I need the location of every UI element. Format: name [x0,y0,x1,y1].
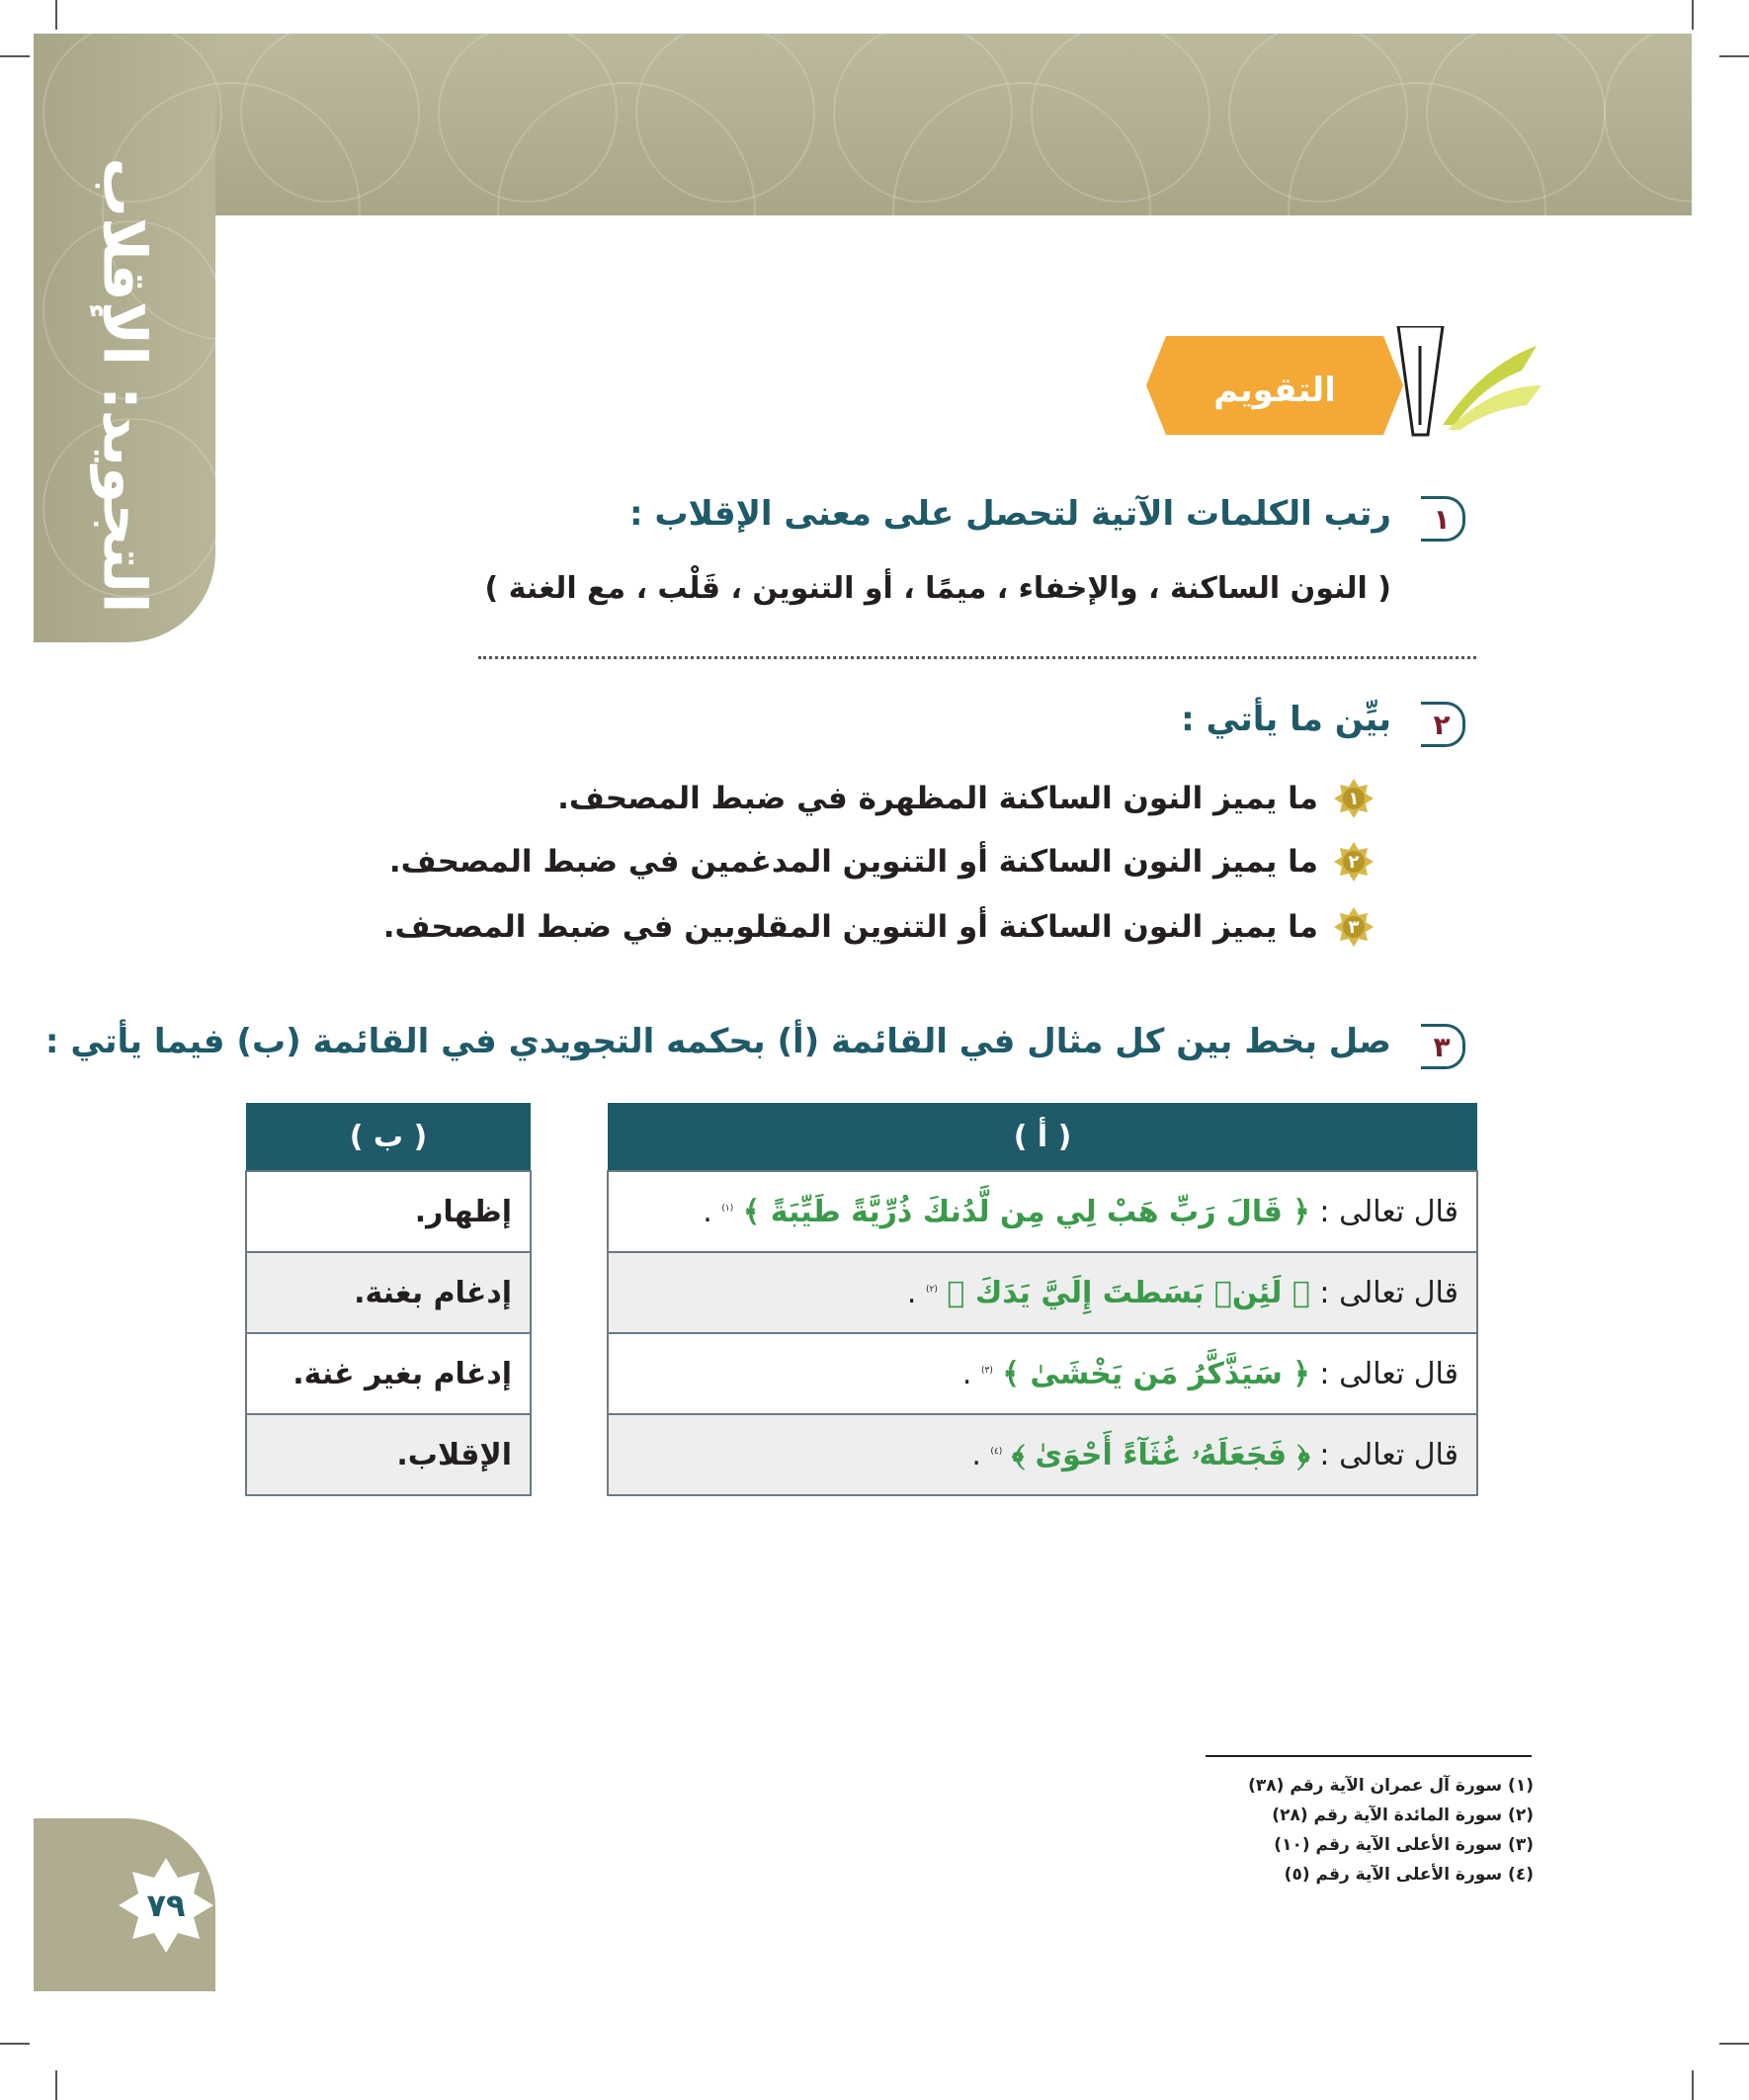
bullet-icon: ١ [1334,779,1374,818]
page-number: ٧٩ [146,1887,186,1924]
question-2-item [383,907,1374,947]
crop-mark [1692,0,1694,30]
quran-verse: ﴿ فَجَعَلَهُۥ غُثَآءً أَحْوَىٰ ﴾ [1011,1437,1310,1472]
table-a-header: ( أ ) [608,1103,1477,1171]
crop-mark [1719,55,1749,57]
footnote: (٢) سورة المائدة الآية رقم (٢٨) [1272,1806,1534,1825]
page-number-badge [119,1858,213,1953]
question-3-title: صل بخط بين كل مثال في القائمة (أ) بحكمه التجويدي في القائمة (ب) فيما يأتي : [44,1022,1391,1061]
footnotes [1248,1771,1534,1890]
question-2-title: بيِّن ما يأتي : [1181,700,1391,739]
side-title: التجويد: الإقلاب [89,157,158,614]
table-a [607,1103,1478,1496]
footnote: (٤) سورة الأعلى الآية رقم (٥) [1284,1865,1534,1885]
question-2-item-text: ما يميز النون الساكنة أو التنوين المقلوبين في ضبط المصحف. [382,909,1318,945]
header-band [34,34,1692,215]
answer-dotted-line [478,656,1476,659]
footnote: (٣) سورة الأعلى الآية رقم (١٠) [1274,1835,1534,1855]
pen-icon [1398,326,1443,435]
bullet-icon: ٣ [1334,907,1374,947]
pages-icon [1443,346,1541,430]
table-b [245,1103,532,1496]
quran-verse: ﴿ قَالَ رَبِّ هَبْ لِي مِن لَّدُنكَ ذُرِّيَّةً طَيِّبَةً ﴾ [742,1194,1310,1229]
quran-verse: ﴿ لَئِنۢ بَسَطتَ إِلَيَّ يَدَكَ ﴾ [947,1275,1310,1310]
crop-mark [0,2043,30,2045]
question-number-2: ٢ [1421,702,1465,747]
question-1-title: رتب الكلمات الآتية لتحصل على معنى الإقلاب : [628,494,1391,534]
question-number-3: ٣ [1421,1024,1465,1069]
table-row: إدغام بغنة. [246,1252,531,1333]
question-2-item-text: ما يميز النون الساكنة أو التنوين المدغمين في ضبط المصحف. [388,844,1318,880]
table-row: إظهار. [246,1171,531,1252]
crop-mark [0,55,30,57]
question-2-item-text: ما يميز النون الساكنة المظهرة في ضبط المصحف. [557,781,1318,816]
question-number-1: ١ [1421,496,1465,542]
quran-verse: ﴿ سَيَذَّكَّرُ مَن يَخْشَىٰ ﴾ [1002,1356,1310,1391]
crop-mark [55,0,57,30]
table-row: قال تعالى : ﴿ لَئِنۢ بَسَطتَ إِلَيَّ يَدَكَ ﴾ $^{(٢)}$ . [608,1252,1477,1333]
table-row: قال تعالى : ﴿ سَيَذَّكَّرُ مَن يَخْشَىٰ ﴾ $^{(٣)}$ . [608,1333,1477,1414]
crop-mark [55,2070,57,2100]
table-row: الإقلاب. [246,1414,531,1495]
question-1-words: ( النون الساكنة ، والإخفاء ، ميمًا ، أو التنوين ، قَلْب ، مع الغنة ) [484,571,1391,606]
bullet-icon: ٢ [1334,842,1374,882]
table-row: إدغام بغير غنة. [246,1333,531,1414]
footnote: (١) سورة آل عمران الآية رقم (٣٨) [1248,1776,1534,1796]
table-row: قال تعالى : ﴿ قَالَ رَبِّ هَبْ لِي مِن لَّدُنكَ ذُرِّيَّةً طَيِّبَةً ﴾ $^{(١)}$ . [608,1171,1477,1252]
section-label: التقويم [1213,371,1336,410]
question-2-item [389,842,1374,882]
footnote-divider [1206,1755,1532,1757]
question-2-item [557,779,1374,818]
crop-mark [1719,2043,1749,2045]
crop-mark [1692,2070,1694,2100]
table-row: قال تعالى : ﴿ فَجَعَلَهُۥ غُثَآءً أَحْوَىٰ ﴾ $^{(٤)}$ . [608,1414,1477,1495]
table-b-header: ( ب ) [246,1103,531,1171]
